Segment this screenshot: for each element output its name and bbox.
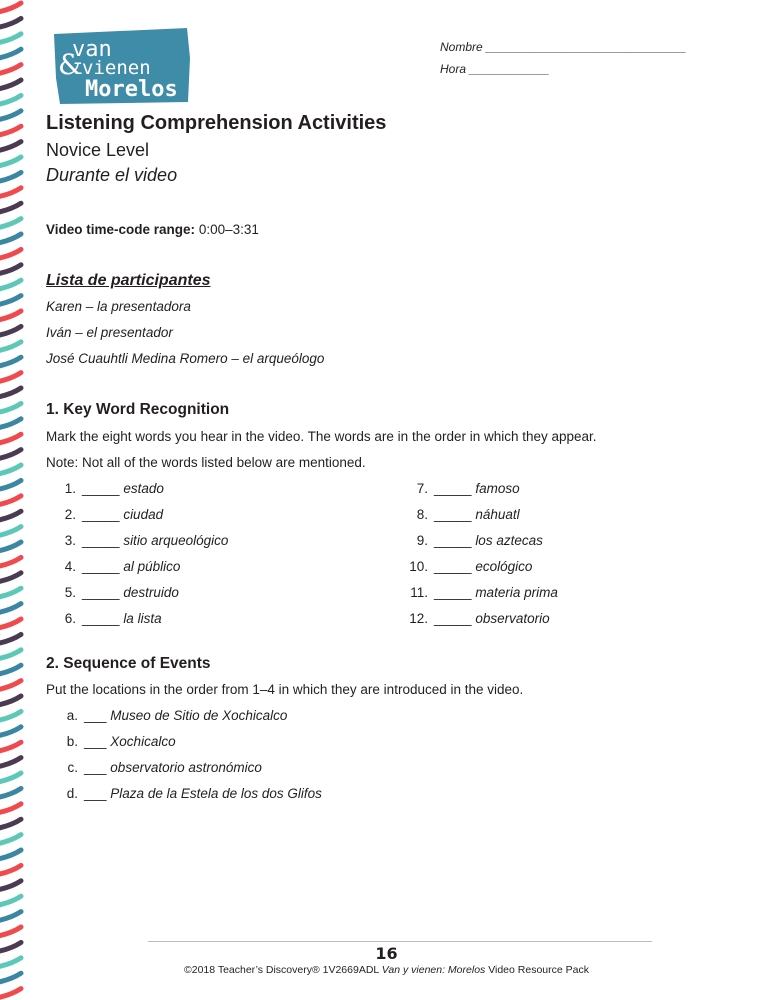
answer-blank[interactable]: _____ — [434, 507, 472, 522]
van-y-vienen-morelos-logo — [52, 28, 192, 104]
item-number: 12. — [409, 611, 428, 626]
list-item — [46, 734, 176, 749]
stripe — [0, 342, 21, 351]
item-number: a. — [66, 708, 78, 723]
item-word: sitio arqueológico — [123, 533, 229, 548]
list-item — [46, 611, 162, 626]
stripe — [0, 203, 21, 212]
participant-item: Karen – la presentadora — [46, 299, 191, 314]
item-word: estado — [123, 481, 164, 496]
item-word: famoso — [475, 481, 520, 496]
svg-text:van: van — [72, 37, 112, 62]
list-item — [376, 481, 520, 496]
stripe — [0, 573, 21, 582]
footer-copyright: ©2018 Teacher’s Discovery® 1V2669ADL Van y vienen: Morelos Video Resource Pack — [184, 964, 589, 976]
item-word: Xochicalco — [110, 734, 176, 749]
answer-blank[interactable]: ___ — [84, 708, 107, 723]
stripe — [0, 819, 21, 828]
item-number: 4. — [64, 559, 76, 574]
stripe — [0, 619, 21, 628]
stripe — [0, 604, 21, 613]
stripe — [0, 588, 21, 597]
decorative-stripe-border — [0, 0, 30, 1000]
stripe — [0, 172, 21, 181]
stripe — [0, 665, 21, 674]
stripe — [0, 881, 21, 890]
list-item — [46, 559, 180, 574]
section1-instructions: Mark the eight words you hear in the video. The words are in the order in which they appear. — [46, 429, 597, 444]
stripe — [0, 157, 21, 166]
item-word: observatorio — [475, 611, 550, 626]
list-item — [46, 786, 322, 801]
name-field[interactable]: Nombre ______________________________ — [440, 40, 687, 54]
stripe — [0, 773, 21, 782]
list-item — [46, 507, 163, 522]
stripe — [0, 527, 21, 536]
answer-blank[interactable]: ___ — [84, 734, 107, 749]
stripe — [0, 403, 21, 412]
list-item — [376, 559, 532, 574]
item-number: c. — [67, 760, 78, 775]
stripe — [0, 496, 21, 505]
answer-blank[interactable]: _____ — [434, 611, 472, 626]
item-word: al público — [123, 559, 181, 574]
stripe — [0, 681, 21, 690]
item-number: 8. — [416, 507, 428, 522]
participant-item: José Cuauhtli Medina Romero – el arqueólogo — [46, 351, 325, 366]
answer-blank[interactable]: _____ — [82, 481, 120, 496]
stripe — [0, 696, 21, 705]
stripe — [0, 373, 21, 382]
stripe — [0, 650, 21, 659]
section2-instructions: Put the locations in the order from 1–4 in which they are introduced in the video. — [46, 682, 524, 697]
stripe — [0, 465, 21, 474]
list-item — [46, 760, 262, 775]
item-word: materia prima — [475, 585, 558, 600]
item-word: Plaza de la Estela de los dos Glifos — [110, 786, 322, 801]
list-item — [46, 585, 179, 600]
stripe — [0, 265, 21, 274]
list-item — [46, 708, 287, 723]
item-word: náhuatl — [475, 507, 520, 522]
footer-divider — [148, 941, 652, 942]
stripe — [0, 989, 21, 998]
item-number: 3. — [64, 533, 76, 548]
answer-blank[interactable]: _____ — [82, 559, 120, 574]
stripe — [0, 65, 21, 74]
stripe — [0, 419, 21, 428]
item-word: Museo de Sitio de Xochicalco — [110, 708, 288, 723]
list-item — [46, 533, 228, 548]
stripe — [0, 711, 21, 720]
item-word: observatorio astronómico — [110, 760, 262, 775]
stripe — [0, 80, 21, 89]
item-word: ecológico — [475, 559, 533, 574]
item-word: ciudad — [123, 507, 164, 522]
stripe — [0, 912, 21, 921]
answer-blank[interactable]: _____ — [434, 585, 472, 600]
answer-blank[interactable]: _____ — [434, 533, 472, 548]
answer-blank[interactable]: _____ — [82, 533, 120, 548]
item-number: 11. — [410, 585, 428, 600]
stripe — [0, 142, 21, 151]
item-word: la lista — [123, 611, 162, 626]
hour-field[interactable]: Hora ____________ — [440, 62, 550, 76]
stripe — [0, 49, 21, 58]
stripe — [0, 557, 21, 566]
list-item — [376, 507, 520, 522]
stripe — [0, 3, 21, 12]
section1-heading: 1. Key Word Recognition — [46, 401, 230, 418]
stripe — [0, 511, 21, 520]
stripe — [0, 311, 21, 320]
stripe — [0, 927, 21, 936]
stripe — [0, 742, 21, 751]
stripe — [0, 126, 21, 135]
answer-blank[interactable]: _____ — [82, 611, 120, 626]
item-number: 6. — [64, 611, 76, 626]
svg-text:&: & — [58, 48, 83, 81]
stripe — [0, 188, 21, 197]
stripe — [0, 542, 21, 551]
item-number: 9. — [416, 533, 428, 548]
participant-item: Iván – el presentador — [46, 325, 173, 340]
item-word: los aztecas — [475, 533, 543, 548]
item-number: d. — [66, 786, 78, 801]
page-title: Listening Comprehension Activities — [46, 112, 387, 134]
timecode-range: Video time-code range: 0:00–3:31 — [46, 222, 259, 237]
level-subtitle: Novice Level — [46, 140, 150, 160]
stripe — [0, 280, 21, 289]
stripe — [0, 296, 21, 305]
stripe — [0, 634, 21, 643]
stripe — [0, 896, 21, 905]
answer-blank[interactable]: _____ — [82, 585, 120, 600]
answer-blank[interactable]: ___ — [84, 760, 107, 775]
stripe — [0, 357, 21, 366]
stripe — [0, 326, 21, 335]
item-number: b. — [66, 734, 78, 749]
stripe — [0, 727, 21, 736]
item-number: 10. — [409, 559, 428, 574]
stripe — [0, 249, 21, 258]
stripe — [0, 804, 21, 813]
stripe — [0, 788, 21, 797]
section2-heading: 2. Sequence of Events — [46, 655, 211, 672]
stripe — [0, 480, 21, 489]
stripe — [0, 95, 21, 104]
answer-blank[interactable]: _____ — [434, 559, 472, 574]
stripe — [0, 434, 21, 443]
stripe — [0, 234, 21, 243]
stripe — [0, 850, 21, 859]
item-word: destruido — [123, 585, 179, 600]
stripe — [0, 388, 21, 397]
svg-text:Morelos: Morelos — [85, 77, 178, 102]
section1-note: Note: Not all of the words listed below are mentioned. — [46, 455, 366, 470]
stripe — [0, 865, 21, 874]
svg-text:vienen: vienen — [82, 57, 151, 79]
stripe — [0, 450, 21, 459]
stripe — [0, 835, 21, 844]
phase-subtitle: Durante el video — [46, 165, 178, 185]
participants-heading: Lista de participantes — [46, 272, 211, 289]
item-number: 1. — [64, 481, 76, 496]
item-number: 7. — [416, 481, 428, 496]
list-item — [376, 611, 550, 626]
stripe — [0, 34, 21, 43]
stripe — [0, 111, 21, 120]
list-item — [46, 481, 164, 496]
item-number: 2. — [64, 507, 76, 522]
answer-blank[interactable]: _____ — [82, 507, 120, 522]
list-item — [376, 585, 558, 600]
stripe — [0, 758, 21, 767]
item-number: 5. — [64, 585, 76, 600]
answer-blank[interactable]: ___ — [84, 786, 107, 801]
stripe — [0, 219, 21, 228]
list-item — [376, 533, 543, 548]
stripe — [0, 18, 21, 27]
answer-blank[interactable]: _____ — [434, 481, 472, 496]
page-number: 16 — [375, 944, 398, 963]
